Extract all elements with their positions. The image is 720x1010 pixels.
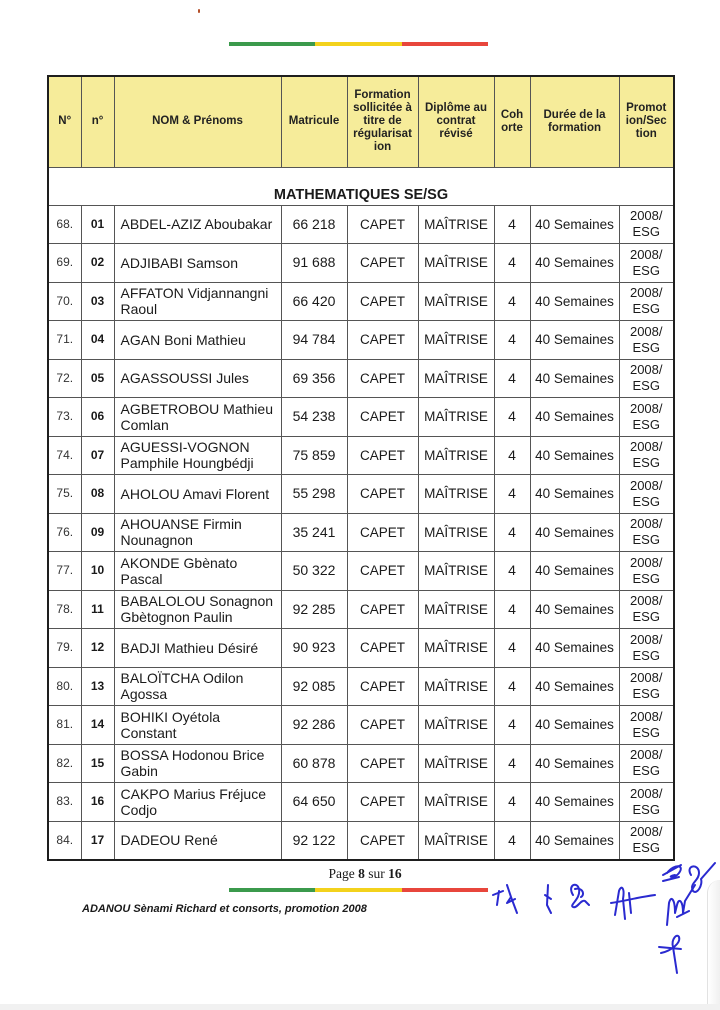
- cell-duree: 40 Semaines: [530, 552, 619, 591]
- cell-n-local: 07: [81, 436, 114, 475]
- cell-formation: CAPET: [347, 398, 418, 437]
- cell-promotion: 2008/ ESG: [619, 706, 674, 745]
- cell-cohorte: 4: [494, 667, 530, 706]
- table-row: [48, 706, 674, 745]
- table-row: [48, 513, 674, 552]
- cell-promotion: 2008/ ESG: [619, 667, 674, 706]
- cell-name: BABALOLOU Sonagnon Gbètognon Paulin: [114, 590, 281, 629]
- cell-diplome: MAÎTRISE: [418, 629, 494, 668]
- cell-formation: CAPET: [347, 475, 418, 514]
- cell-formation: CAPET: [347, 590, 418, 629]
- cell-duree: 40 Semaines: [530, 244, 619, 283]
- cell-promotion: 2008/ ESG: [619, 205, 674, 244]
- cell-diplome: MAÎTRISE: [418, 590, 494, 629]
- cell-formation: CAPET: [347, 552, 418, 591]
- cell-n-global: 70.: [48, 282, 81, 321]
- cell-diplome: MAÎTRISE: [418, 359, 494, 398]
- cell-name: ABDEL-AZIZ Aboubakar: [114, 205, 281, 244]
- cell-n-global: 84.: [48, 821, 81, 860]
- cell-duree: 40 Semaines: [530, 282, 619, 321]
- cell-duree: 40 Semaines: [530, 205, 619, 244]
- flag-yellow-stripe: [315, 888, 401, 892]
- cell-formation: CAPET: [347, 821, 418, 860]
- cell-matricule: 90 923: [281, 629, 347, 668]
- cell-cohorte: 4: [494, 744, 530, 783]
- cell-matricule: 60 878: [281, 744, 347, 783]
- header-diplome: Diplôme au contrat révisé: [418, 76, 494, 167]
- cell-duree: 40 Semaines: [530, 783, 619, 822]
- cell-promotion: 2008/ ESG: [619, 359, 674, 398]
- cell-diplome: MAÎTRISE: [418, 783, 494, 822]
- cell-name: AGASSOUSSI Jules: [114, 359, 281, 398]
- cell-name: AGBETROBOU Mathieu Comlan: [114, 398, 281, 437]
- cell-name: DADEOU René: [114, 821, 281, 860]
- section-title: MATHEMATIQUES SE/SG: [48, 167, 674, 205]
- cell-name: AFFATON Vidjannangni Raoul: [114, 282, 281, 321]
- cell-n-local: 06: [81, 398, 114, 437]
- cell-duree: 40 Semaines: [530, 667, 619, 706]
- cell-n-global: 71.: [48, 321, 81, 360]
- cell-cohorte: 4: [494, 282, 530, 321]
- header-duree: Durée de la formation: [530, 76, 619, 167]
- cell-diplome: MAÎTRISE: [418, 321, 494, 360]
- cell-diplome: MAÎTRISE: [418, 513, 494, 552]
- table-row: [48, 436, 674, 475]
- cell-matricule: 55 298: [281, 475, 347, 514]
- cell-matricule: 54 238: [281, 398, 347, 437]
- table-row: [48, 783, 674, 822]
- cell-cohorte: 4: [494, 821, 530, 860]
- candidates-table: [47, 75, 675, 861]
- cell-n-global: 68.: [48, 205, 81, 244]
- cell-formation: CAPET: [347, 205, 418, 244]
- cell-matricule: 64 650: [281, 783, 347, 822]
- cell-duree: 40 Semaines: [530, 744, 619, 783]
- cell-n-local: 11: [81, 590, 114, 629]
- cell-formation: CAPET: [347, 513, 418, 552]
- header-promotion: Promot ion/Sec tion: [619, 76, 674, 167]
- cell-duree: 40 Semaines: [530, 321, 619, 360]
- cell-promotion: 2008/ ESG: [619, 475, 674, 514]
- table-row: [48, 821, 674, 860]
- cell-cohorte: 4: [494, 359, 530, 398]
- cell-n-local: 09: [81, 513, 114, 552]
- cell-name: AGAN Boni Mathieu: [114, 321, 281, 360]
- cell-name: CAKPO Marius Fréjuce Codjo: [114, 783, 281, 822]
- cell-name: BOHIKI Oyétola Constant: [114, 706, 281, 745]
- cell-matricule: 66 218: [281, 205, 347, 244]
- cell-cohorte: 4: [494, 398, 530, 437]
- cell-matricule: 94 784: [281, 321, 347, 360]
- page-number: Page 8 sur 16: [328, 866, 402, 881]
- cell-formation: CAPET: [347, 359, 418, 398]
- cell-cohorte: 4: [494, 475, 530, 514]
- table-row: [48, 398, 674, 437]
- header-cohorte: Coh orte: [494, 76, 530, 167]
- cell-n-local: 12: [81, 629, 114, 668]
- cell-matricule: 92 122: [281, 821, 347, 860]
- table-row: [48, 359, 674, 398]
- cell-n-local: 03: [81, 282, 114, 321]
- cell-name: BALOÏTCHA Odilon Agossa: [114, 667, 281, 706]
- flag-green-stripe: [229, 888, 315, 892]
- table-row: [48, 667, 674, 706]
- cell-formation: CAPET: [347, 436, 418, 475]
- cell-n-global: 82.: [48, 744, 81, 783]
- cell-n-global: 74.: [48, 436, 81, 475]
- cell-n-global: 80.: [48, 667, 81, 706]
- page-curl: [707, 880, 720, 1010]
- cell-name: BOSSA Hodonou Brice Gabin: [114, 744, 281, 783]
- flag-red-stripe: [402, 42, 488, 46]
- header-name: NOM & Prénoms: [114, 76, 281, 167]
- cell-matricule: 92 285: [281, 590, 347, 629]
- cell-cohorte: 4: [494, 244, 530, 283]
- cell-name: AGUESSI-VOGNON Pamphile Houngbédji: [114, 436, 281, 475]
- cell-n-global: 72.: [48, 359, 81, 398]
- cell-n-global: 73.: [48, 398, 81, 437]
- table-row: [48, 629, 674, 668]
- cell-promotion: 2008/ ESG: [619, 398, 674, 437]
- cell-diplome: MAÎTRISE: [418, 475, 494, 514]
- table-row: [48, 244, 674, 283]
- cell-formation: CAPET: [347, 667, 418, 706]
- table-row: [48, 321, 674, 360]
- cell-n-global: 77.: [48, 552, 81, 591]
- cell-promotion: 2008/ ESG: [619, 783, 674, 822]
- cell-n-global: 69.: [48, 244, 81, 283]
- cell-duree: 40 Semaines: [530, 821, 619, 860]
- table-row: [48, 744, 674, 783]
- cell-diplome: MAÎTRISE: [418, 552, 494, 591]
- cell-diplome: MAÎTRISE: [418, 205, 494, 244]
- cell-name: BADJI Mathieu Désiré: [114, 629, 281, 668]
- cell-name: AKONDE Gbènato Pascal: [114, 552, 281, 591]
- footer-note: ADANOU Sènami Richard et consorts, promotion 2008: [82, 903, 367, 915]
- header-formation: Formation sollicitée à titre de régularisat ion: [347, 76, 418, 167]
- cell-promotion: 2008/ ESG: [619, 282, 674, 321]
- table-row: [48, 205, 674, 244]
- cell-diplome: MAÎTRISE: [418, 821, 494, 860]
- cell-formation: CAPET: [347, 744, 418, 783]
- table-row: [48, 282, 674, 321]
- cell-promotion: 2008/ ESG: [619, 513, 674, 552]
- cell-matricule: 91 688: [281, 244, 347, 283]
- cell-cohorte: 4: [494, 436, 530, 475]
- cell-promotion: 2008/ ESG: [619, 744, 674, 783]
- cell-formation: CAPET: [347, 629, 418, 668]
- section-row: [48, 167, 674, 205]
- cell-diplome: MAÎTRISE: [418, 282, 494, 321]
- cell-cohorte: 4: [494, 552, 530, 591]
- cell-n-local: 05: [81, 359, 114, 398]
- cell-n-local: 10: [81, 552, 114, 591]
- tricolor-flag-bar-top-icon: [229, 42, 488, 46]
- cell-name: AHOLOU Amavi Florent: [114, 475, 281, 514]
- cell-n-local: 15: [81, 744, 114, 783]
- cell-promotion: 2008/ ESG: [619, 321, 674, 360]
- cell-matricule: 69 356: [281, 359, 347, 398]
- header-n-local: n°: [81, 76, 114, 167]
- cell-matricule: 92 085: [281, 667, 347, 706]
- header-matricule: Matricule: [281, 76, 347, 167]
- cell-n-global: 83.: [48, 783, 81, 822]
- cell-promotion: 2008/ ESG: [619, 629, 674, 668]
- cell-matricule: 92 286: [281, 706, 347, 745]
- table-row: [48, 475, 674, 514]
- cell-n-global: 79.: [48, 629, 81, 668]
- cell-matricule: 66 420: [281, 282, 347, 321]
- cell-matricule: 75 859: [281, 436, 347, 475]
- cell-formation: CAPET: [347, 282, 418, 321]
- cell-promotion: 2008/ ESG: [619, 821, 674, 860]
- cell-duree: 40 Semaines: [530, 475, 619, 514]
- cell-diplome: MAÎTRISE: [418, 244, 494, 283]
- cell-diplome: MAÎTRISE: [418, 436, 494, 475]
- cell-n-local: 14: [81, 706, 114, 745]
- cell-diplome: MAÎTRISE: [418, 667, 494, 706]
- cell-name: ADJIBABI Samson: [114, 244, 281, 283]
- cell-matricule: 50 322: [281, 552, 347, 591]
- cell-n-local: 08: [81, 475, 114, 514]
- cell-promotion: 2008/ ESG: [619, 552, 674, 591]
- table-row: [48, 590, 674, 629]
- cell-n-local: 13: [81, 667, 114, 706]
- cell-n-global: 78.: [48, 590, 81, 629]
- cell-n-local: 17: [81, 821, 114, 860]
- cell-formation: CAPET: [347, 321, 418, 360]
- cell-cohorte: 4: [494, 513, 530, 552]
- table-row: [48, 552, 674, 591]
- cell-cohorte: 4: [494, 629, 530, 668]
- flag-yellow-stripe: [315, 42, 401, 46]
- cell-cohorte: 4: [494, 783, 530, 822]
- cell-formation: CAPET: [347, 706, 418, 745]
- cell-cohorte: 4: [494, 205, 530, 244]
- cell-matricule: 35 241: [281, 513, 347, 552]
- cell-name: AHOUANSE Firmin Nounagnon: [114, 513, 281, 552]
- table-header-row: [48, 76, 674, 167]
- cell-n-local: 16: [81, 783, 114, 822]
- cell-diplome: MAÎTRISE: [418, 706, 494, 745]
- cell-diplome: MAÎTRISE: [418, 744, 494, 783]
- cell-n-global: 81.: [48, 706, 81, 745]
- cell-n-local: 04: [81, 321, 114, 360]
- cell-promotion: 2008/ ESG: [619, 436, 674, 475]
- cell-diplome: MAÎTRISE: [418, 398, 494, 437]
- cell-formation: CAPET: [347, 783, 418, 822]
- cell-promotion: 2008/ ESG: [619, 590, 674, 629]
- paper-speck: [198, 9, 200, 13]
- cell-n-global: 76.: [48, 513, 81, 552]
- flag-red-stripe: [402, 888, 488, 892]
- cell-n-local: 02: [81, 244, 114, 283]
- cell-cohorte: 4: [494, 706, 530, 745]
- cell-duree: 40 Semaines: [530, 590, 619, 629]
- cell-cohorte: 4: [494, 590, 530, 629]
- handwritten-signatures-icon: [485, 855, 720, 975]
- cell-duree: 40 Semaines: [530, 359, 619, 398]
- header-n-global: N°: [48, 76, 81, 167]
- cell-cohorte: 4: [494, 321, 530, 360]
- cell-n-global: 75.: [48, 475, 81, 514]
- cell-duree: 40 Semaines: [530, 706, 619, 745]
- cell-duree: 40 Semaines: [530, 436, 619, 475]
- cell-promotion: 2008/ ESG: [619, 244, 674, 283]
- cell-duree: 40 Semaines: [530, 513, 619, 552]
- tricolor-flag-bar-bottom-icon: [229, 888, 488, 892]
- flag-green-stripe: [229, 42, 315, 46]
- cell-n-local: 01: [81, 205, 114, 244]
- scan-edge: [0, 1004, 720, 1010]
- cell-duree: 40 Semaines: [530, 629, 619, 668]
- cell-duree: 40 Semaines: [530, 398, 619, 437]
- cell-formation: CAPET: [347, 244, 418, 283]
